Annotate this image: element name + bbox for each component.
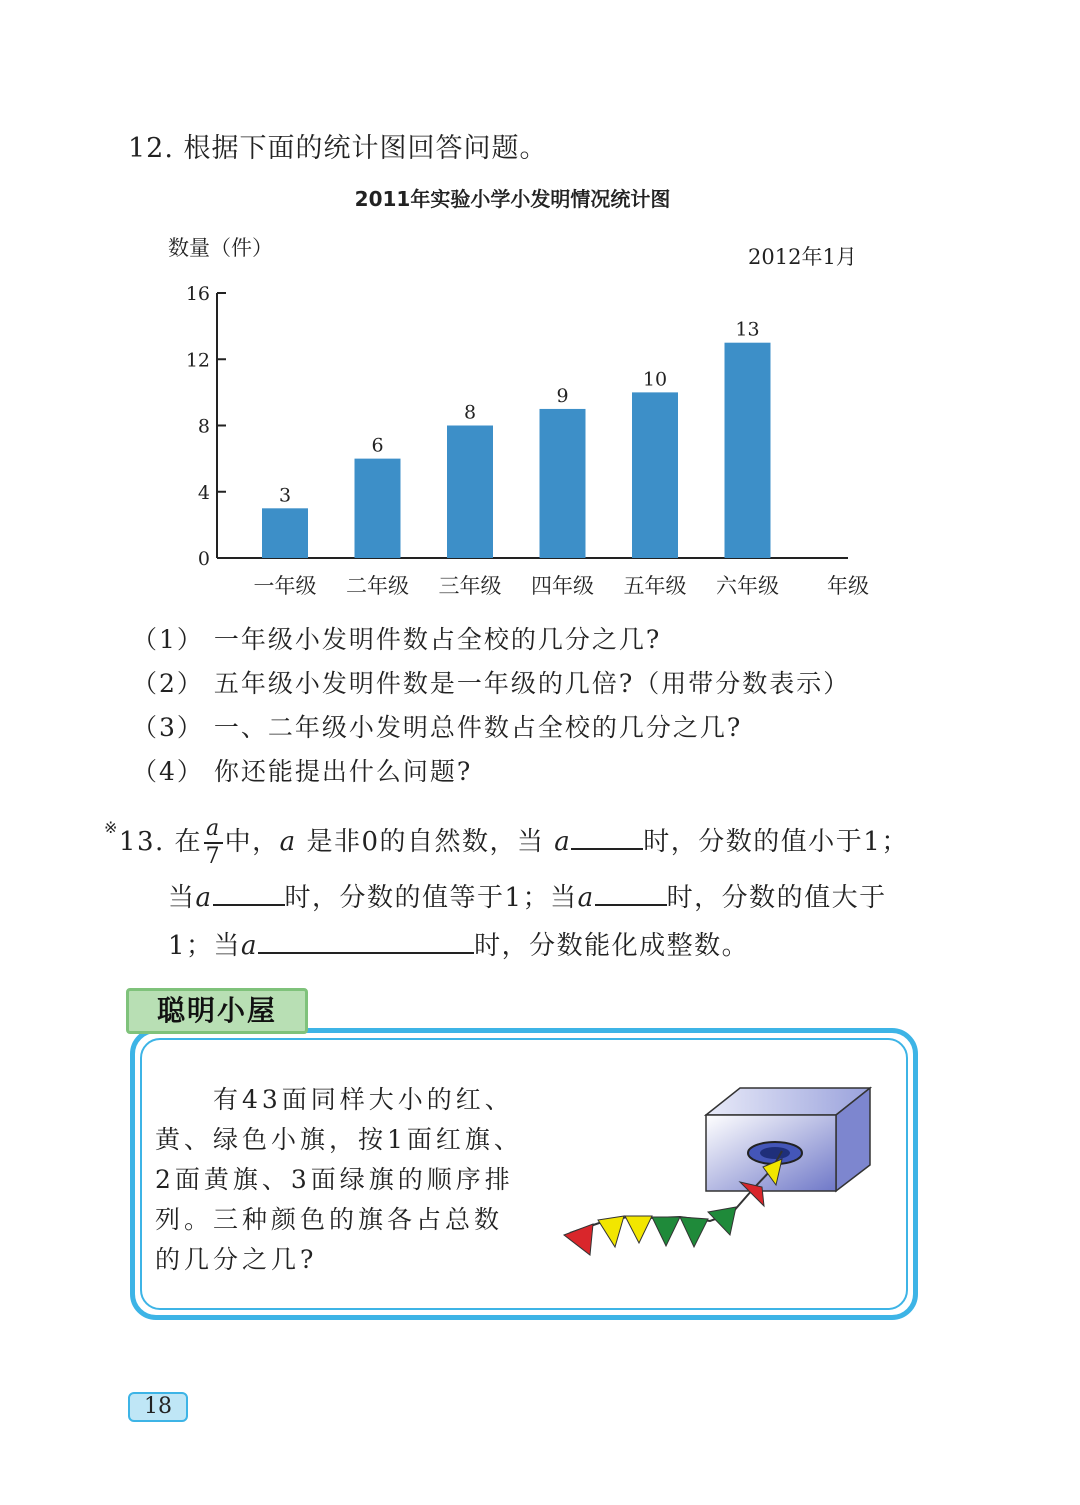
bar-value-label: 3 <box>278 484 292 507</box>
smart-house-puzzle <box>155 1080 545 1280</box>
puzzle-line: 有43面同样大小的红、 <box>155 1085 514 1114</box>
q13-text: 中， <box>224 827 280 857</box>
sub-question-3: （3） 一、二年级小发明总件数占全校的几分之几? <box>132 713 743 742</box>
puzzle-line: 2面黄旗、3面绿旗的顺序排 <box>155 1165 514 1194</box>
variable-a: a <box>195 883 213 913</box>
y-tick-label: 16 <box>185 283 210 305</box>
question-13-line-3 <box>168 925 749 962</box>
fraction-numerator: a <box>204 818 223 844</box>
bar <box>355 459 401 558</box>
q13-text: 1；当 <box>168 931 242 961</box>
category-label: 五年级 <box>623 574 687 598</box>
sub-question-1: （1） 一年级小发明件数占全校的几分之几? <box>132 625 662 654</box>
q13-text: 时，分数能化成整数。 <box>474 931 750 961</box>
category-label: 二年级 <box>346 574 409 598</box>
variable-a: a <box>577 883 595 913</box>
chart-date: 2012年1月 <box>748 245 857 269</box>
sub-question-2: （2） 五年级小发明件数是一年级的几倍?（用带分数表示） <box>132 669 851 698</box>
y-tick-label: 12 <box>185 349 210 372</box>
bar <box>540 409 586 558</box>
y-tick-label: 4 <box>197 481 210 504</box>
y-tick-label: 0 <box>197 548 210 570</box>
flag-yellow <box>625 1216 652 1243</box>
bar-value-label: 8 <box>463 401 477 424</box>
puzzle-line: 的几分之几? <box>155 1245 318 1274</box>
category-label: 一年级 <box>253 574 317 598</box>
chart-xlabel: 年级 <box>827 574 869 598</box>
q13-text: 时，分数的值小于1； <box>643 827 909 857</box>
bar-chart <box>150 225 910 615</box>
flag-red <box>564 1224 593 1255</box>
q13-text: 时，分数的值大于 <box>666 883 887 913</box>
fraction-denominator: 7 <box>205 844 222 869</box>
bar-value-label: 10 <box>642 368 668 391</box>
answer-blank-2[interactable] <box>213 882 285 906</box>
fraction-a-over-7 <box>204 818 223 868</box>
sub-question-4: （4） 你还能提出什么问题? <box>132 757 473 786</box>
category-label: 三年级 <box>438 574 502 598</box>
y-tick-label: 8 <box>197 415 210 438</box>
bar <box>725 343 771 558</box>
bar <box>447 426 493 559</box>
puzzle-line: 黄、绿色小旗，按1面红旗、 <box>155 1125 523 1154</box>
flag-yellow <box>598 1216 624 1247</box>
variable-a: a <box>241 931 259 961</box>
page-number: 18 <box>128 1392 188 1422</box>
variable-a: a <box>279 827 297 857</box>
question-13-line-2 <box>168 877 887 914</box>
bar-value-label: 9 <box>556 384 569 407</box>
bar-value-label: 13 <box>735 318 760 341</box>
question-12-title: 12. 根据下面的统计图回答问题。 <box>128 133 548 164</box>
chart-ylabel: 数量（件） <box>168 236 273 260</box>
answer-blank-1[interactable] <box>571 826 643 850</box>
variable-a: a <box>554 827 572 857</box>
optional-mark: ※ <box>104 818 119 837</box>
category-label: 四年级 <box>531 574 594 598</box>
answer-blank-4[interactable] <box>258 930 474 954</box>
flag-green <box>652 1217 680 1246</box>
q13-text: 当 <box>168 883 196 913</box>
flag-box-illustration <box>560 1085 880 1265</box>
chart-title: 2011年实验小学小发明情况统计图 <box>354 187 671 211</box>
category-label: 六年级 <box>716 574 779 598</box>
question-13-line-1 <box>104 818 909 868</box>
question-13-number: 13. 在 <box>118 827 203 857</box>
bar-value-label: 6 <box>371 434 384 457</box>
q13-text: 时，分数的值等于1；当 <box>284 883 578 913</box>
answer-blank-3[interactable] <box>595 882 667 906</box>
puzzle-line: 列。三种颜色的旗各占总数 <box>155 1205 504 1234</box>
smart-house-tab: 聪明小屋 <box>126 988 308 1034</box>
flag-green <box>680 1217 708 1247</box>
q13-text: 是非0的自然数，当 <box>296 827 555 857</box>
bar <box>262 508 308 558</box>
box-hole-inner <box>760 1147 790 1159</box>
bar <box>632 392 678 558</box>
